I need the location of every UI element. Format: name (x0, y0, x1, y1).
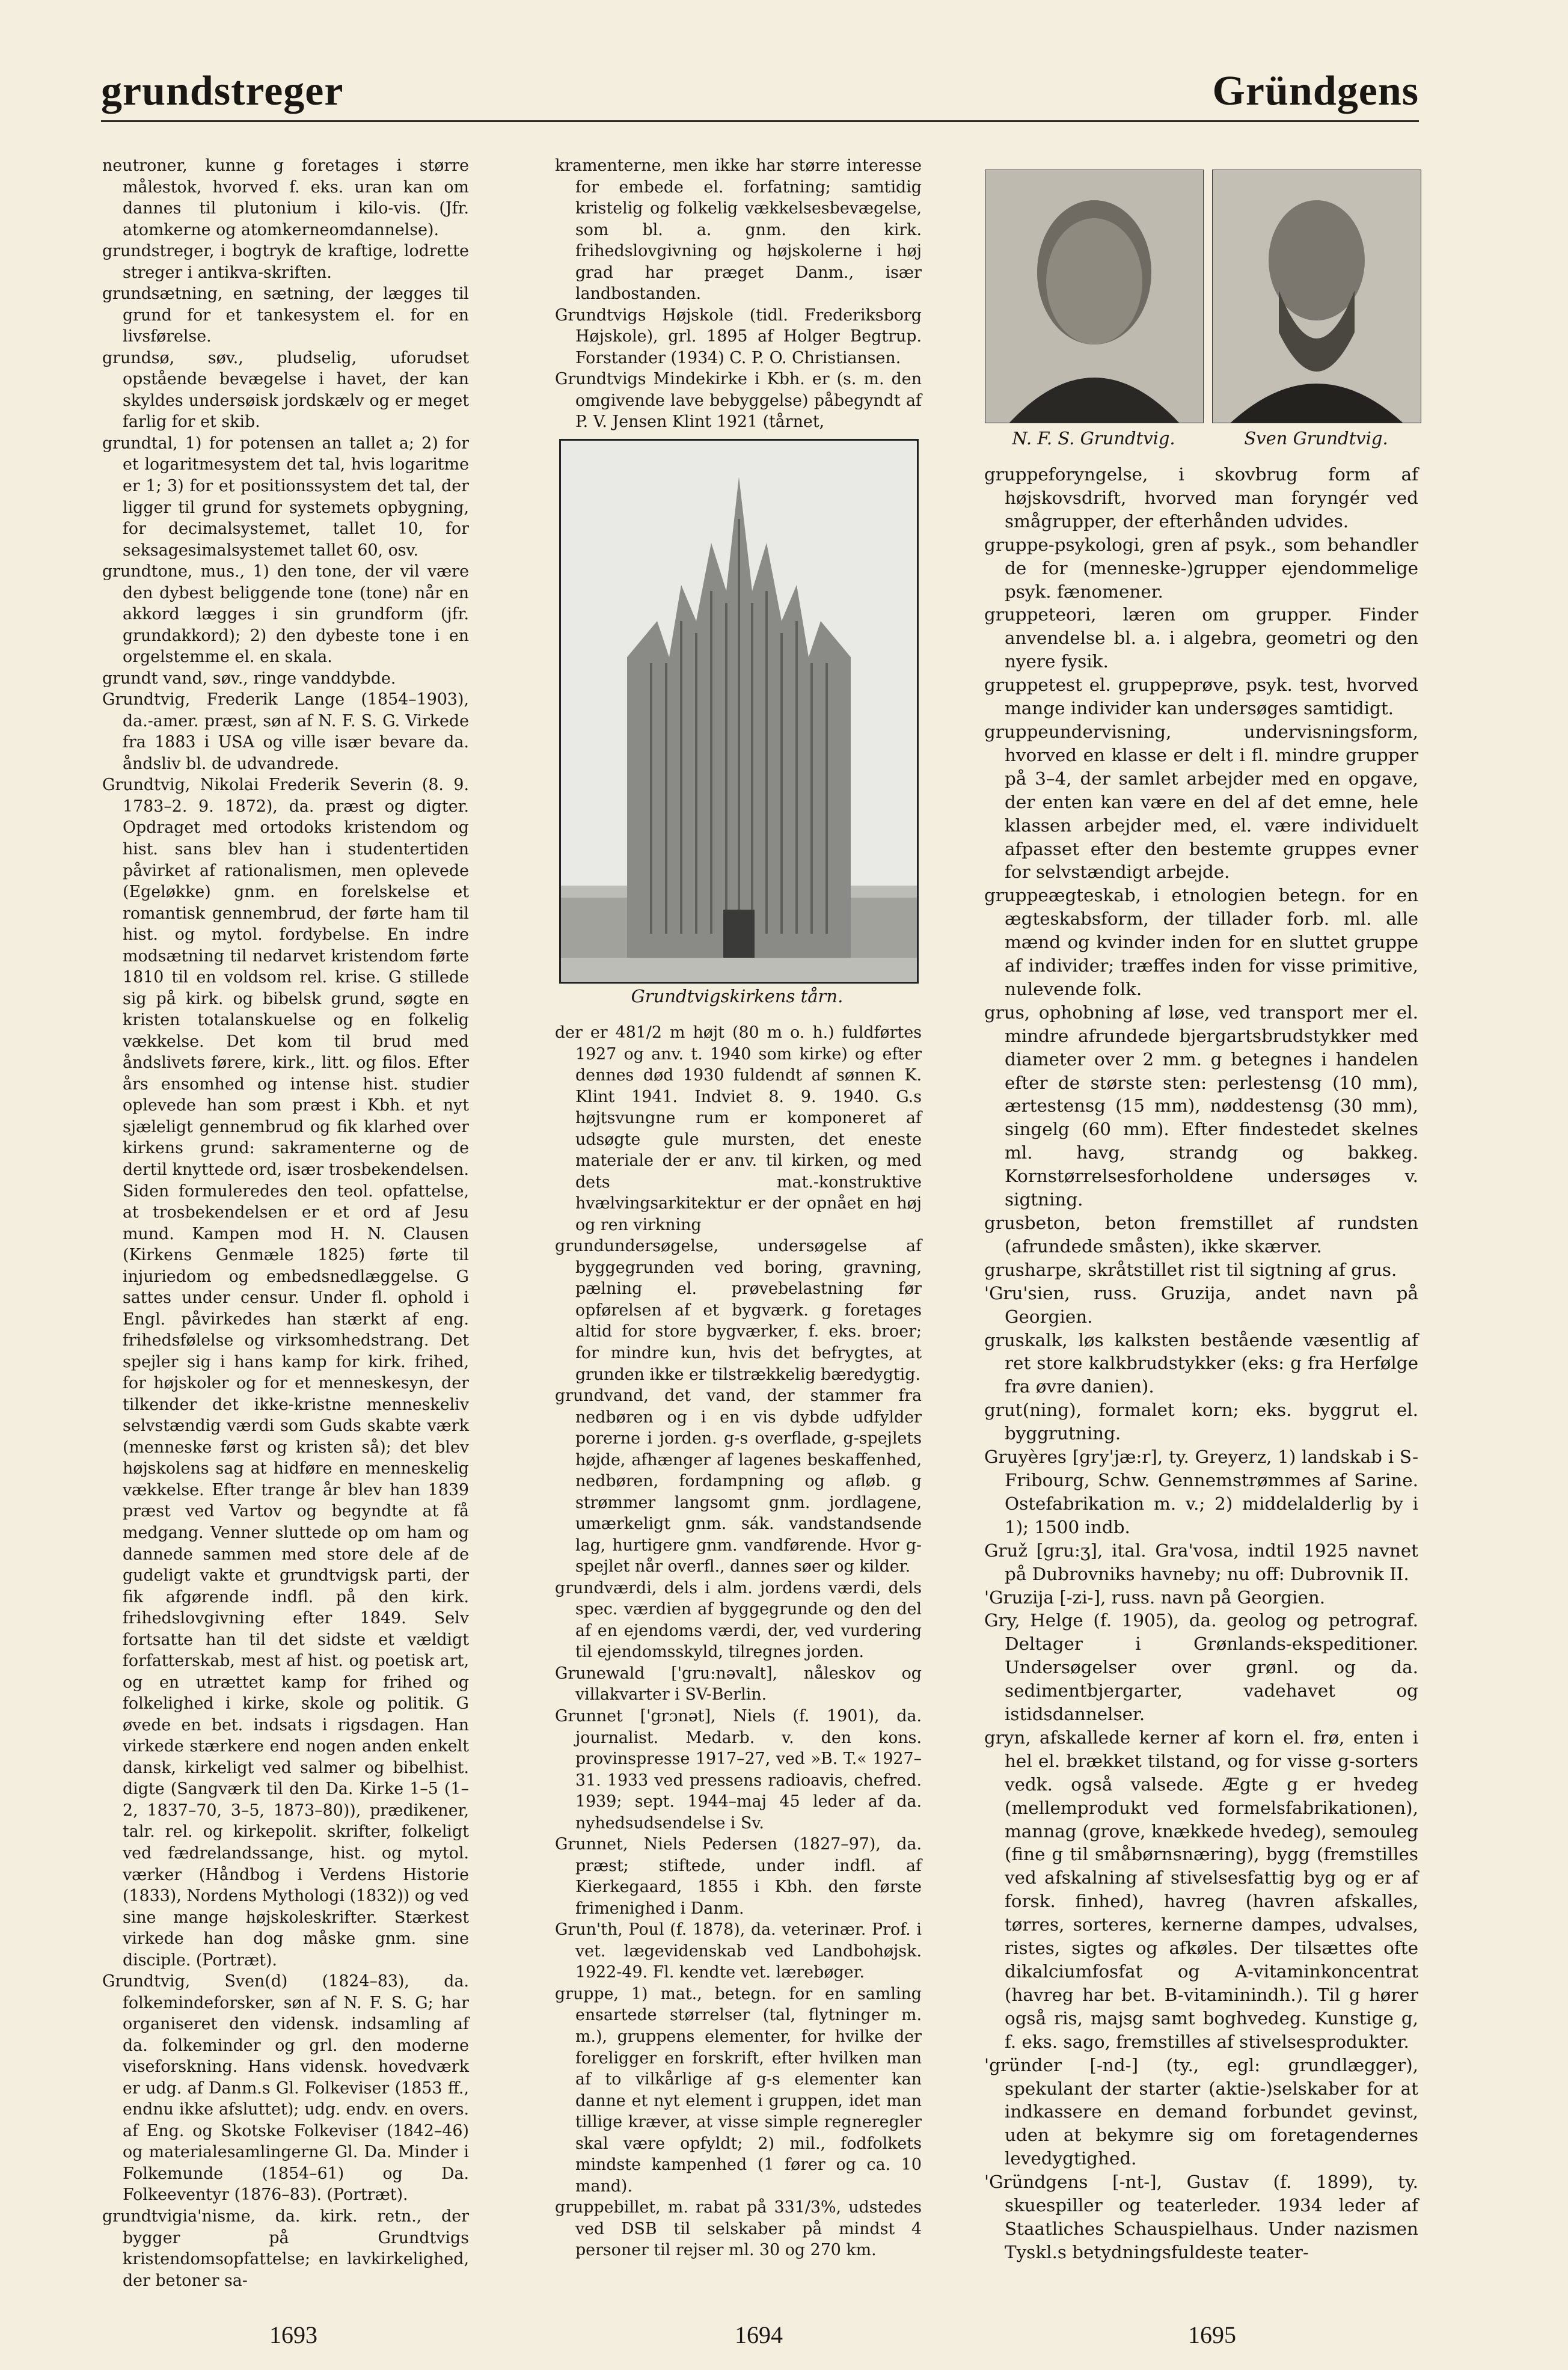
portrait-sven-grundtvig (1212, 170, 1421, 423)
entry: Gry, Helge (f. 1905), da. geolog og petrograf. Deltager i Grønlands-ekspeditioner. Undersøgelser over grønl. og da. sedimentbjergarter, vadehavet og istidsdannelser. (984, 1610, 1418, 1725)
church-tower-illustration (561, 441, 917, 982)
entry: grundstreger, i bogtryk de kraftige, lodrette streger i antikva-skriften. (102, 242, 469, 282)
entry: grundt vand, søv., ringe vanddybde. (102, 669, 396, 688)
church-caption: Grundtvigskirkens tårn. (631, 986, 844, 1006)
entry: grundundersøgelse, undersøgelse af byggegrunden ved boring, gravning, pælning el. prøvebelastning før opførelsen af et bygværk. g foretages altid for store bygværker, f. eks. broer; for mindre kun, hvis det befrygtes, at grunden ikke er tilstrækkelig bæredygtig. (555, 1237, 922, 1384)
entry: grundsø, søv., pludselig, uforudset opstående bevægelse i havet, der kan skyldes undersøisk jordskælv og er meget farlig for et skib. (102, 348, 469, 432)
entry: grundtone, mus., 1) den tone, der vil være den dybest beliggende tone (tone) når en akkord lægges i sin grundform (jfr. grundakkord); 2) den dybeste tone i en orgelstemme el. en skala. (102, 562, 469, 667)
portrait-caption-left: N. F. S. Grundtvig. (1012, 428, 1175, 449)
header-rule (101, 120, 1419, 122)
entry: Grunewald ['gru:nəvalt], nåleskov og villakvarter i SV-Berlin. (555, 1664, 922, 1704)
entry: Grundtvig, Nikolai Frederik Severin (8. 9. 1783–2. 9. 1872), da. præst og digter. Opdraget med ortodoks kristendom og hist. sans blev han i studentertiden påvirket af rationalismen, men oplevede (Egeløkke) gnm. en forelskelse et romantisk gennembrud, der førte ham til hist. og mytol. fordybelse. En indre modsætning til nedarvet kristendom førte 1810 til en voldsom rel. krise. G stillede sig på kirk. og bibelsk grund, søgte en kristen totalanskuelse og en folkelig vækkelse. Det kom til brud med åndslivets førere, kirk., litt. og filos. Efter års ensomhed og intense hist. studier oplevede han som præst i Kbh. et nyt sjæleligt gennembrud og fik klarhed over kirkens grund: sakramenterne og de dertil knyttede ord, især trosbekendelsen. Siden formuleredes den teol. opfattelse, at trosbekendelsen er et ord af Jesu mund. Kampen mod H. N. Clausen (Kirkens Genmæle 1825) førte til injuriedom og embedsnedlæggelse. G sattes under censur. Under fl. ophold i Engl. påvirkedes han stærkt af eng. frihedsfølelse og virksomhedstrang. Det spejler sig i hans kamp for kirk. frihed, for højskoler og for et menneskesyn, der tilkender det ikke-kristne menneskeliv selvstændig værdi som Guds skabte værk (menneske først og kristen så); det blev højskolens sag at hidføre en menneskelig vækkelse. Efter trange år blev han 1839 præst ved Vartov og begyndte at få medgang. Venner sluttede op om ham og dannede sammen med store dele af de gudeligt vakte et grundtvigsk parti, der fik afgørende indfl. på den kirk. frihedslovgivning efter 1849. Selv fortsatte han til det sidste et vældigt forfatterskab, mest af hist. og poetisk art, og en utrættet kamp for frihed og folkelighed i kirke, skole og politik. G øvede en bet. indsats i rigsdagen. Han virkede stærkere end nogen anden enkelt dansk, kirkeligt ved salmer og bibelhist. digte (Sangværk til den Da. Kirke 1–5 (1–2, 1837–70, 3–5, 1873–80)), prædikener, talr. rel. og kirkepolit. skrifter, folkeligt ved fædrelandssange, hist. og mytol. værker (Håndbog i Verdens Historie (1833), Nordens Mythologi (1832)) og ved sine mange højskoleskrifter. Stærkest virkede han dog måske gnm. sine disciple. (Portræt). (102, 776, 469, 1970)
entry: grundtvigia'nisme, da. kirk. retn., der bygger på Grundtvigs kristendomsopfattelse; en lavkirkelighed, der betoner sa- (102, 2207, 469, 2290)
entry: grundværdi, dels i alm. jordens værdi, dels spec. værdien af byggegrunde og den del af en ejendoms værdi, der, ved vurdering til ejendomsskyld, tilregnes jorden. (555, 1578, 922, 1662)
entry: gruppeægteskab, i etnologien betegn. for en ægteskabsform, der tillader forb. ml. alle mænd og kvinder inden for en sluttet gruppe af individer; træffes inden for visse primitive, nulevende folk. (984, 885, 1418, 999)
entry: grusharpe, skråtstillet rist til sigtning af grus. (984, 1259, 1397, 1280)
column-1 (102, 155, 469, 2291)
page-number-3: 1695 (1188, 2321, 1236, 2348)
portrait-photo-icon (1213, 170, 1421, 423)
entry: 'Gruzija [-zi-], russ. navn på Georgien. (984, 1587, 1326, 1608)
page-number-1: 1693 (269, 2321, 317, 2348)
entry: gruppeundervisning, undervisningsform, hvorved en klasse er delt i fl. mindre grupper på 3–4, der samlet arbejder med en opgave, der enten kan være en del af det emne, hele klassen arbejder med, el. være individuelt afpasset efter den bestemte gruppes evner for selvstændigt arbejde. (984, 721, 1418, 883)
entry: gruppeteori, læren om grupper. Finder anvendelse bl. a. i algebra, geometri og den nyere fysik. (984, 604, 1418, 672)
entry: gruppetest el. gruppeprøve, psyk. test, hvorved mange individer kan undersøges samtidigt. (984, 675, 1418, 719)
entry: grut(ning), formalet korn; eks. byggrut el. byggrutning. (984, 1400, 1418, 1444)
entry: 'Gründgens [-nt-], Gustav (f. 1899), ty. skuespiller og teaterleder. 1934 leder af Staatliches Schauspielhaus. Under nazismen Tyskl.s betydningsfuldeste teater- (984, 2172, 1418, 2262)
entry: kramenterne, men ikke har større interesse for embede el. forfatning; samtidig kristelig og folkelig vækkelsesbevægelse, som bl. a. gnm. den kirk. frihedslovgivning og højskolerne i høj grad har præget Danm., især landbostanden. (555, 156, 922, 304)
entry: grundtal, 1) for potensen an tallet a; 2) for et logaritmesystem det tal, hvis logaritme er 1; 3) for et positionssystem det tal, der ligger til grund for systemets opbygning, for decimalsystemet, tallet 10, for seksagesimalsystemet tallet 60, osv. (102, 433, 469, 560)
portrait-caption-right: Sven Grundtvig. (1244, 428, 1388, 449)
entry: gruppe, 1) mat., betegn. for en samling ensartede størrelser (tal, flytninger m. m.), gruppens elementer, for hvilke der foreligger en forskrift, efter hvilken man af to vilkårlige af g-s elementer kan danne et nyt element i gruppen, idet man tillige kræver, at visse simple regneregler skal være opfyldt; 2) mil., fodfolkets mindste kampenhed (1 fører og ca. 10 mand). (555, 1984, 922, 2196)
entry: Grunnet ['grɔnət], Niels (f. 1901), da. journalist. Medarb. v. den kons. provinspresse 1917–27, ved »B. T.« 1927–31. 1933 ved pressens radioavis, chefred. 1939; sept. 1944–maj 45 leder af da. nyhedsudsendelse i Sv. (555, 1707, 922, 1833)
entry: gryn, afskallede kerner af korn el. frø, enten i hel el. brækket tilstand, og for visse g-sorters vedk. også valsede. Ægte g er hvedeg (mellemprodukt ved formelsfabrikationen), mannag (grove, knækkede hvedeg), semouleg (fine g til småbørnsnæring), bygg (fremstilles ved afskalning af stivelsesfattig byg og er af forsk. finhed), havreg (havren afskalles, tørres, sorteres, kernerne dampes, udvalses, ristes, sigtes og afkøles. Der tilsættes ofte dikalciumfosfat og A-vitaminkoncentrat (havreg har bet. B-vitaminindh.). Til g hører også ris, majsg samt boghvedeg. Kunstige g, f. eks. sago, fremstilles af stivelsesprodukter. (984, 1727, 1418, 2052)
entry: grundvand, det vand, der stammer fra nedbøren og i en vis dybde udfylder porerne i jorden. g-s overflade, g-spejlets højde, afhænger af lagenes beskaffenhed, nedbøren, fordampning og afløb. g strømmer langsomt gnm. jordlagene, umærkeligt gnm. sák. vandstandsende lag, hurtigere gnm. vandførende. Hvor g-spejlet når overfl., dannes søer og kilder. (555, 1386, 922, 1576)
entry: 'gründer [-nd-] (ty., egl: grundlægger), spekulant der starter (aktie-)selskaber for at indkassere en demand forbundet gevinst, uden at bekymre sig om foretagendernes levedygtighed. (984, 2054, 1418, 2169)
church-tower-photo (559, 439, 919, 984)
entry: Grundtvigs Højskole (tidl. Frederiksborg Højskole), grl. 1895 af Holger Begtrup. Forstander (1934) C. P. O. Christiansen. (555, 305, 922, 367)
portrait-photo-icon (985, 170, 1203, 423)
entry: der er 481/2 m højt (80 m o. h.) fuldførtes 1927 og anv. t. 1940 som kirke) og efter dennes død 1930 fuldendt af sønnen K. Klint 1941. Indviet 8. 9. 1940. G.s højtsvungne rum er komponeret af udsøgte gule mursten, det eneste materiale der er anv. til kirken, og med dets mat.-konstruktive hvælvingsarkitektur er der opnået en høj og ren virkning (555, 1023, 922, 1234)
entry: Grundtvig, Sven(d) (1824–83), da. folkemindeforsker, søn af N. F. S. G; har organiseret den vidensk. indsamling af da. folkeminder og grl. den moderne viseforskning. Hans vidensk. hovedværk er udg. af Danm.s Gl. Folkeviser (1853 ff., endnu ikke afsluttet); udg. endv. en overs. af Eng. og Skotske Folkeviser (1842–46) og materialesamlingerne Gl. Da. Minder i Folkemunde (1854–61) og Da. Folkeeventyr (1876–83). (Portræt). (102, 1972, 469, 2205)
entry: gruskalk, løs kalksten bestående væsentlig af ret store kalkbrudstykker (eks: g fra Herfølge fra øvre danien). (984, 1329, 1418, 1397)
entry: Grundtvig, Frederik Lange (1854–1903), da.-amer. præst, søn af N. F. S. G. Virkede fra 1883 i USA og ville især bevare da. åndsliv bl. de udvandrede. (102, 690, 469, 773)
page-number-2: 1694 (735, 2321, 783, 2348)
entry: Grun'th, Poul (f. 1878), da. veterinær. Prof. i vet. lægevidenskab ved Landbohøjsk. 1922-49. Fl. kendte vet. lærebøger. (555, 1920, 922, 1982)
column-2-top (555, 155, 922, 433)
column-3 (984, 463, 1418, 2264)
entry: grus, ophobning af løse, ved transport mer el. mindre afrundede bjergartsbrudstykker med diameter over 2 mm. g betegnes i handelen efter de største sten: perlestensg (10 mm), ærtestensg (15 mm), nøddestensg (30 mm), singelg (60 mm). Efter findestedet skelnes ml. havg, strandg og bakkeg. Kornstørrelsesforholdene undersøges v. sigtning. (984, 1002, 1418, 1210)
entry: Grundtvigs Mindekirke i Kbh. er (s. m. den omgivende lave bebyggelse) påbegyndt af P. V. Jensen Klint 1921 (tårnet, (555, 370, 922, 432)
column-2-bottom (555, 1022, 922, 2261)
entry: grundsætning, en sætning, der lægges til grund for et tankesystem el. for en livsførelse. (102, 284, 469, 346)
running-head-right: Gründgens (1212, 68, 1419, 114)
entry: grusbeton, beton fremstillet af rundsten (afrundede småsten), ikke skærver. (984, 1213, 1418, 1257)
entry: gruppebillet, m. rabat på 331/3%, udstedes ved DSB til selskaber på mindst 4 personer til rejser ml. 30 og 270 km. (555, 2198, 922, 2260)
portrait-nfs-grundtvig (985, 170, 1204, 423)
entry: gruppe-psykologi, gren af psyk., som behandler de for (menneske-)grupper ejendommelige psyk. fænomener. (984, 534, 1418, 602)
entry: neutroner, kunne g foretages i større målestok, hvorved f. eks. uran kan om dannes til plutonium i kilo-vis. (Jfr. atomkerne og atomkerneomdannelse). (102, 156, 469, 239)
entry: Gruž [gru:ʒ], ital. Gra'vosa, indtil 1925 navnet på Dubrovniks havneby; nu off: Dubrovnik II. (984, 1540, 1418, 1584)
entry: Grunnet, Niels Pedersen (1827–97), da. præst; stiftede, under indfl. af Kierkegaard, 1855 i Kbh. den første frimenighed i Danm. (555, 1835, 922, 1918)
entry: 'Gru'sien, russ. Gruzija, andet navn på Georgien. (984, 1282, 1418, 1327)
entry: gruppeforyngelse, i skovbrug form af højskovsdrift, hvorved man foryngér ved smågrupper, der efterhånden udvides. (984, 464, 1418, 531)
entry: Gruyères [gry'jæ:r], ty. Greyerz, 1) landskab i S-Fribourg, Schw. Gennemstrømmes af Sarine. Ostefabrikation m. v.; 2) middelalderlig by i 1); 1500 indb. (984, 1447, 1418, 1537)
running-head-left: grundstreger (101, 68, 344, 114)
